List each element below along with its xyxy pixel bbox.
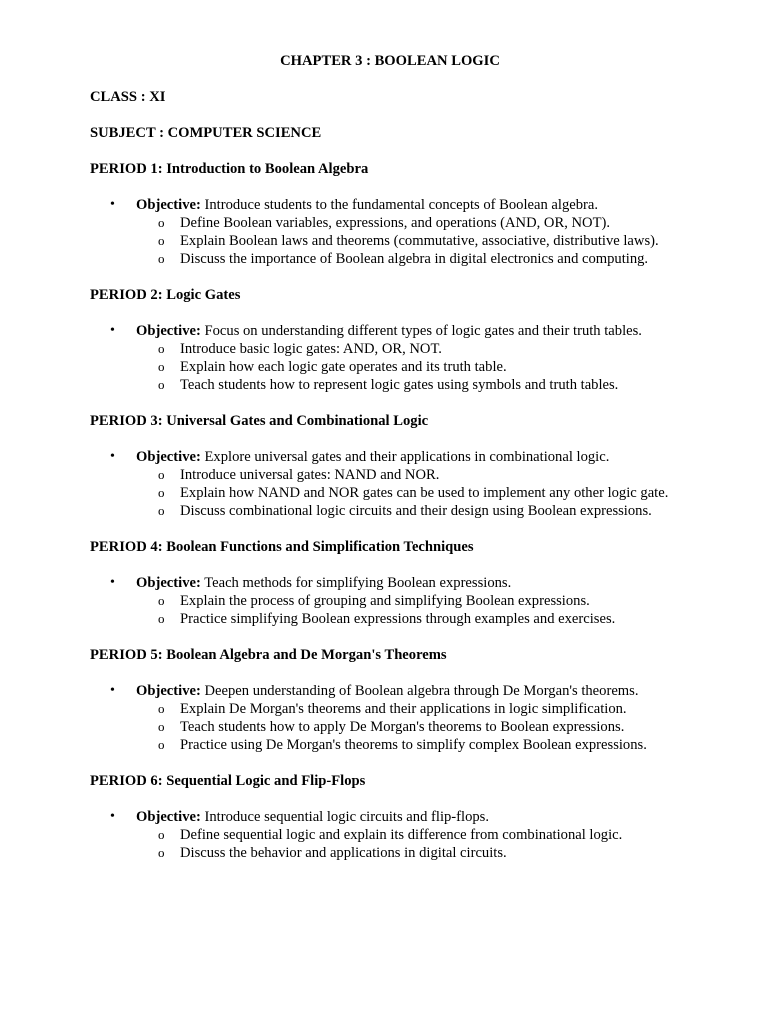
objective-label: Objective: <box>136 449 201 465</box>
objective-label: Objective: <box>136 323 201 339</box>
circle-bullet-icon: o <box>158 719 165 734</box>
list-item-text: Explain Boolean laws and theorems (commutative, associative, distributive laws). <box>180 233 659 249</box>
objective-label: Objective: <box>136 683 201 699</box>
circle-bullet-icon: o <box>158 737 165 752</box>
class-line: CLASS : XI <box>90 89 166 105</box>
period-section <box>90 160 690 268</box>
circle-bullet-icon: o <box>158 485 165 500</box>
objective-item <box>90 196 690 268</box>
list-item <box>158 214 690 232</box>
list-item-text: Explain how NAND and NOR gates can be used to implement any other logic gate. <box>180 485 669 501</box>
list-item-text: Introduce basic logic gates: AND, OR, NOT. <box>180 341 442 357</box>
objective-text: Teach methods for simplifying Boolean expressions. <box>204 575 512 591</box>
objective-item <box>90 574 690 628</box>
period-heading: PERIOD 4: Boolean Functions and Simplification Techniques <box>90 539 474 555</box>
list-item-text: Discuss the behavior and applications in digital circuits. <box>180 845 507 861</box>
list-item-text: Practice using De Morgan's theorems to simplify complex Boolean expressions. <box>180 737 647 753</box>
list-item-text: Teach students how to apply De Morgan's theorems to Boolean expressions. <box>180 719 625 735</box>
period-section <box>90 286 690 394</box>
circle-bullet-icon: o <box>158 845 165 860</box>
list-item-text: Define Boolean variables, expressions, and operations (AND, OR, NOT). <box>180 215 611 231</box>
list-item <box>158 250 690 268</box>
list-item <box>158 502 690 520</box>
period-section <box>90 772 690 862</box>
period-section <box>90 646 690 754</box>
list-item <box>158 718 690 736</box>
list-item <box>158 592 690 610</box>
list-item <box>158 610 690 628</box>
circle-bullet-icon: o <box>158 503 165 518</box>
objective-label: Objective: <box>136 197 201 213</box>
sub-list <box>136 214 690 268</box>
period-section <box>90 412 690 520</box>
circle-bullet-icon: o <box>158 377 165 392</box>
list-item-text: Discuss the importance of Boolean algebra in digital electronics and computing. <box>180 251 649 267</box>
list-item <box>158 340 690 358</box>
period-heading: PERIOD 3: Universal Gates and Combinational Logic <box>90 413 429 429</box>
list-item <box>158 484 690 502</box>
objective-text: Focus on understanding different types of logic gates and their truth tables. <box>204 323 642 339</box>
chapter-title: CHAPTER 3 : BOOLEAN LOGIC <box>280 53 500 69</box>
list-item <box>158 466 690 484</box>
subject-line: SUBJECT : COMPUTER SCIENCE <box>90 125 322 141</box>
list-item <box>158 700 690 718</box>
bullet-icon: • <box>110 197 115 212</box>
list-item-text: Explain how each logic gate operates and its truth table. <box>180 359 507 375</box>
objective-text: Introduce sequential logic circuits and flip-flops. <box>204 809 489 825</box>
list-item-text: Define sequential logic and explain its difference from combinational logic. <box>180 827 623 843</box>
list-item-text: Discuss combinational logic circuits and their design using Boolean expressions. <box>180 503 652 519</box>
list-item-text: Practice simplifying Boolean expressions through examples and exercises. <box>180 611 616 627</box>
circle-bullet-icon: o <box>158 701 165 716</box>
circle-bullet-icon: o <box>158 233 165 248</box>
sub-list <box>136 592 690 628</box>
list-item-text: Introduce universal gates: NAND and NOR. <box>180 467 440 483</box>
list-item <box>158 358 690 376</box>
circle-bullet-icon: o <box>158 827 165 842</box>
objective-item <box>90 448 690 520</box>
bullet-icon: • <box>110 449 115 464</box>
sub-list <box>136 466 690 520</box>
objective-text: Deepen understanding of Boolean algebra through De Morgan's theorems. <box>204 683 639 699</box>
sub-list <box>136 700 690 754</box>
circle-bullet-icon: o <box>158 251 165 266</box>
circle-bullet-icon: o <box>158 341 165 356</box>
circle-bullet-icon: o <box>158 593 165 608</box>
objective-item <box>90 322 690 394</box>
circle-bullet-icon: o <box>158 611 165 626</box>
list-item <box>158 232 690 250</box>
bullet-icon: • <box>110 575 115 590</box>
circle-bullet-icon: o <box>158 467 165 482</box>
objective-text: Introduce students to the fundamental concepts of Boolean algebra. <box>204 197 598 213</box>
circle-bullet-icon: o <box>158 359 165 374</box>
bullet-icon: • <box>110 809 115 824</box>
sub-list <box>136 826 690 862</box>
objective-label: Objective: <box>136 809 201 825</box>
bullet-icon: • <box>110 683 115 698</box>
list-item <box>158 844 690 862</box>
list-item <box>158 376 690 394</box>
sub-list <box>136 340 690 394</box>
period-heading: PERIOD 2: Logic Gates <box>90 287 241 303</box>
period-heading: PERIOD 6: Sequential Logic and Flip-Flops <box>90 773 366 789</box>
objective-item <box>90 682 690 754</box>
list-item <box>158 736 690 754</box>
objective-item <box>90 808 690 862</box>
objective-text: Explore universal gates and their applications in combinational logic. <box>204 449 610 465</box>
bullet-icon: • <box>110 323 115 338</box>
list-item-text: Explain the process of grouping and simplifying Boolean expressions. <box>180 593 590 609</box>
list-item-text: Teach students how to represent logic gates using symbols and truth tables. <box>180 377 619 393</box>
circle-bullet-icon: o <box>158 215 165 230</box>
period-heading: PERIOD 1: Introduction to Boolean Algebra <box>90 161 369 177</box>
document-page <box>90 52 690 880</box>
list-item <box>158 826 690 844</box>
period-heading: PERIOD 5: Boolean Algebra and De Morgan's Theorems <box>90 647 447 663</box>
objective-label: Objective: <box>136 575 201 591</box>
list-item-text: Explain De Morgan's theorems and their applications in logic simplification. <box>180 701 627 717</box>
period-section <box>90 538 690 628</box>
